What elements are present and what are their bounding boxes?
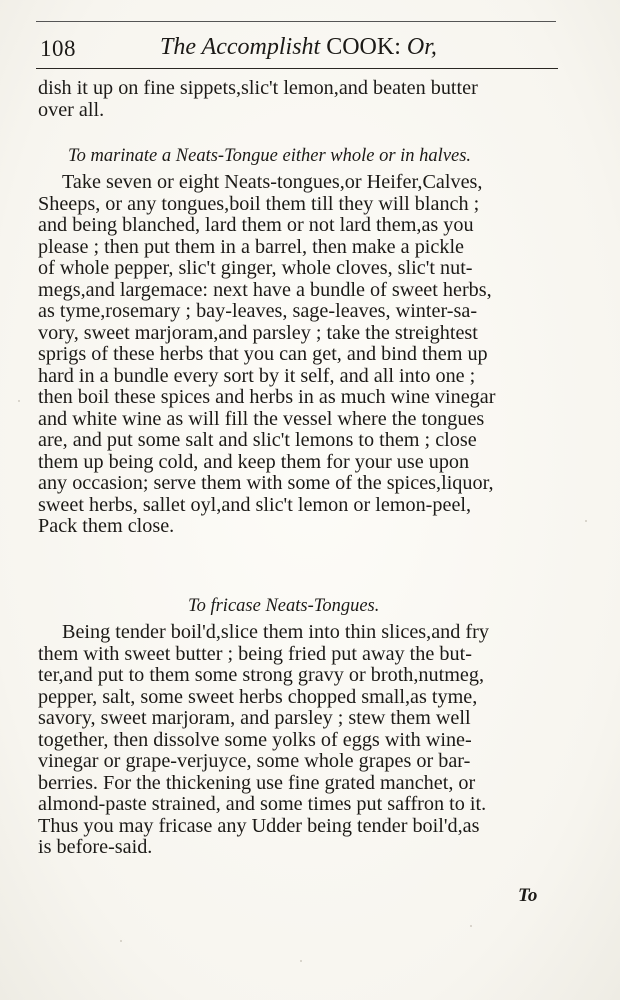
running-head-italic: The Accomplisht	[160, 34, 321, 60]
paper-speck	[585, 520, 587, 522]
paper-speck	[18, 400, 20, 402]
text-line: and white wine as will fill the vessel where the tongues	[38, 407, 485, 430]
text-line: over all.	[38, 98, 105, 121]
text-line: then boil these spices and herbs in as much wine vinegar	[38, 386, 496, 408]
text-line: as tyme,rosemary ; bay-leaves, sage-leaves, winter-sa-	[38, 300, 478, 322]
text-line: any occasion; serve them with some of the spices,liquor,	[38, 472, 494, 494]
catchword: To	[518, 885, 538, 906]
page-header	[36, 28, 558, 68]
text-line: them with sweet butter ; being fried put away the but-	[38, 642, 472, 665]
paper-speck	[470, 925, 472, 927]
text-line: them up being cold, and keep them for your use upon	[38, 450, 470, 473]
text-line: are, and put some salt and slic't lemons to them ; close	[38, 429, 477, 451]
text-line: ter,and put to them some strong gravy or broth,nutmeg,	[38, 664, 485, 686]
text-line: berries. For the thickening use fine grated manchet, or	[38, 771, 476, 794]
continuation-paragraph	[38, 78, 558, 121]
section-heading-marinate: To marinate a Neats-Tongue either whole or in halves.	[68, 146, 472, 166]
paper-speck	[300, 960, 302, 962]
header-rule	[36, 68, 558, 69]
running-head-caps: COOK:	[326, 34, 401, 60]
top-border-rule	[36, 21, 556, 22]
text-line: almond-paste strained, and some times put saffron to it.	[38, 793, 487, 815]
text-line: Sheeps, or any tongues,boil them till they will blanch ;	[38, 192, 480, 215]
text-line: sprigs of these herbs that you can get, and bind them up	[38, 343, 488, 365]
text-line: Take seven or eight Neats-tongues,or Heifer,Calves,	[62, 171, 483, 193]
text-line: dish it up on fine sippets,slic't lemon,and beaten butter	[38, 77, 478, 99]
text-line: vory, sweet marjoram,and parsley ; take the streightest	[38, 321, 478, 344]
text-line: vinegar or grape-verjuyce, some whole grapes or bar-	[38, 750, 471, 772]
running-head	[160, 34, 437, 61]
text-line: together, then dissolve some yolks of eggs with wine-	[38, 728, 472, 751]
text-line: is before-said.	[38, 836, 153, 858]
section-body-marinate	[38, 172, 558, 538]
text-line: megs,and largemace: next have a bundle of sweet herbs,	[38, 278, 492, 301]
paper-speck	[120, 940, 122, 942]
page-number: 108	[40, 36, 76, 61]
text-line: savory, sweet marjoram, and parsley ; stew them well	[38, 707, 471, 729]
text-line: please ; then put them in a barrel, then make a pickle	[38, 235, 465, 258]
section-body-fricase	[38, 622, 558, 859]
text-line: Pack them close.	[38, 515, 175, 537]
text-line: and being blanched, lard them or not lard them,as you	[38, 214, 474, 236]
text-line: pepper, salt, some sweet herbs chopped small,as tyme,	[38, 685, 478, 708]
running-head-tail: Or,	[406, 34, 437, 60]
text-line: sweet herbs, sallet oyl,and slic't lemon or lemon-peel,	[38, 493, 472, 516]
text-line: hard in a bundle every sort by it self, and all into one ;	[38, 364, 476, 387]
section-heading-fricase: To fricase Neats-Tongues.	[188, 596, 380, 616]
text-line: of whole pepper, slic't ginger, whole cloves, slic't nut-	[38, 257, 473, 279]
text-line: Being tender boil'd,slice them into thin slices,and fry	[62, 621, 489, 643]
text-line: Thus you may fricase any Udder being tender boil'd,as	[38, 814, 480, 837]
